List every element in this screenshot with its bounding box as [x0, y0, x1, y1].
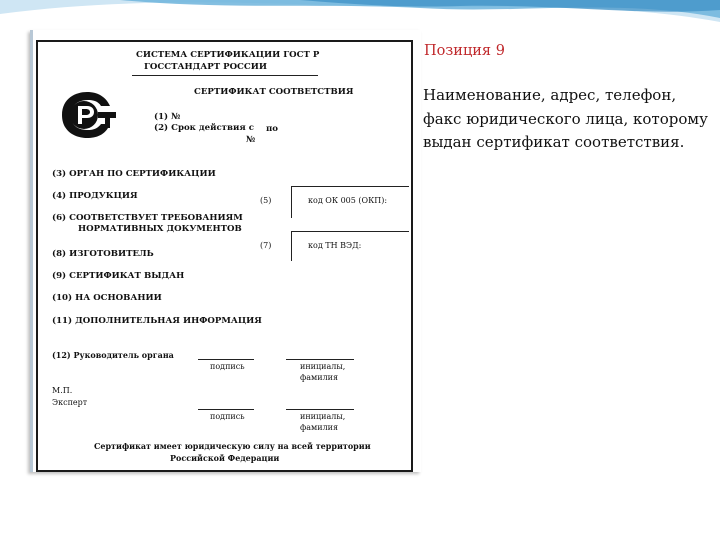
initials-label-1: инициалы,: [300, 362, 346, 371]
position-description: Наименование, адрес, телефон, факс юридического лица, которому выдан сертификат соответствия.: [423, 86, 708, 151]
footer-validity: Сертификат имеет юридическую силу на всей территории: [94, 441, 371, 451]
field-2-no: №: [246, 135, 256, 145]
field-1-number: (1) №: [154, 112, 181, 122]
signature-line-1: [198, 359, 254, 360]
okp-box-top: [291, 186, 409, 187]
initials-line-2: [286, 409, 354, 410]
system-title: СИСТЕМА СЕРТИФИКАЦИИ ГОСТ Р: [136, 50, 320, 60]
field-8-manufacturer: (8) ИЗГОТОВИТЕЛЬ: [52, 249, 154, 259]
position-title: Позиция 9: [424, 43, 505, 59]
field-2-validity: (2) Срок действия с: [154, 123, 254, 133]
field-4-product: (4) ПРОДУКЦИЯ: [52, 191, 138, 201]
tnved-box-top: [291, 231, 409, 232]
certificate-title: СЕРТИФИКАТ СООТВЕТСТВИЯ: [194, 87, 354, 97]
field-11-extra-info: (11) ДОПОЛНИТЕЛЬНАЯ ИНФОРМАЦИЯ: [52, 316, 262, 326]
field-7-label: (7): [260, 241, 272, 250]
field-9-issued-to: (9) СЕРТИФИКАТ ВЫДАН: [52, 271, 185, 281]
tnved-code: код ТН ВЭД:: [308, 241, 362, 250]
okp-box-left: [291, 186, 292, 218]
signature-line-2: [198, 409, 254, 410]
field-3-body: (3) ОРГАН ПО СЕРТИФИКАЦИИ: [52, 169, 216, 179]
field-5-label: (5): [260, 196, 272, 205]
field-12-head: (12) Руководитель органа: [52, 350, 174, 360]
title-rule: [132, 75, 318, 76]
tnved-box-left: [291, 231, 292, 261]
field-6-documents: НОРМАТИВНЫХ ДОКУМЕНТОВ: [78, 224, 242, 234]
field-10-basis: (10) НА ОСНОВАНИИ: [52, 293, 162, 303]
field-2-to: по: [266, 124, 279, 134]
signature-label-2: подпись: [210, 412, 245, 421]
initials-label-2: инициалы,: [300, 412, 346, 421]
surname-label-2: фамилия: [300, 423, 339, 432]
certificate-form: [36, 40, 413, 472]
field-6-requirements: (6) СООТВЕТСТВУЕТ ТРЕБОВАНИЯМ: [52, 213, 243, 223]
footer-country: Российской Федерации: [170, 453, 280, 463]
okp-code: код ОК 005 (ОКП):: [308, 196, 388, 205]
initials-line-1: [286, 359, 354, 360]
stamp-label: М.П.: [52, 386, 73, 395]
signature-label-1: подпись: [210, 362, 245, 371]
surname-label-1: фамилия: [300, 373, 339, 382]
expert-label: Эксперт: [52, 398, 88, 407]
rst-logo-icon: [54, 88, 118, 142]
system-subtitle: ГОССТАНДАРТ РОССИИ: [144, 62, 267, 72]
